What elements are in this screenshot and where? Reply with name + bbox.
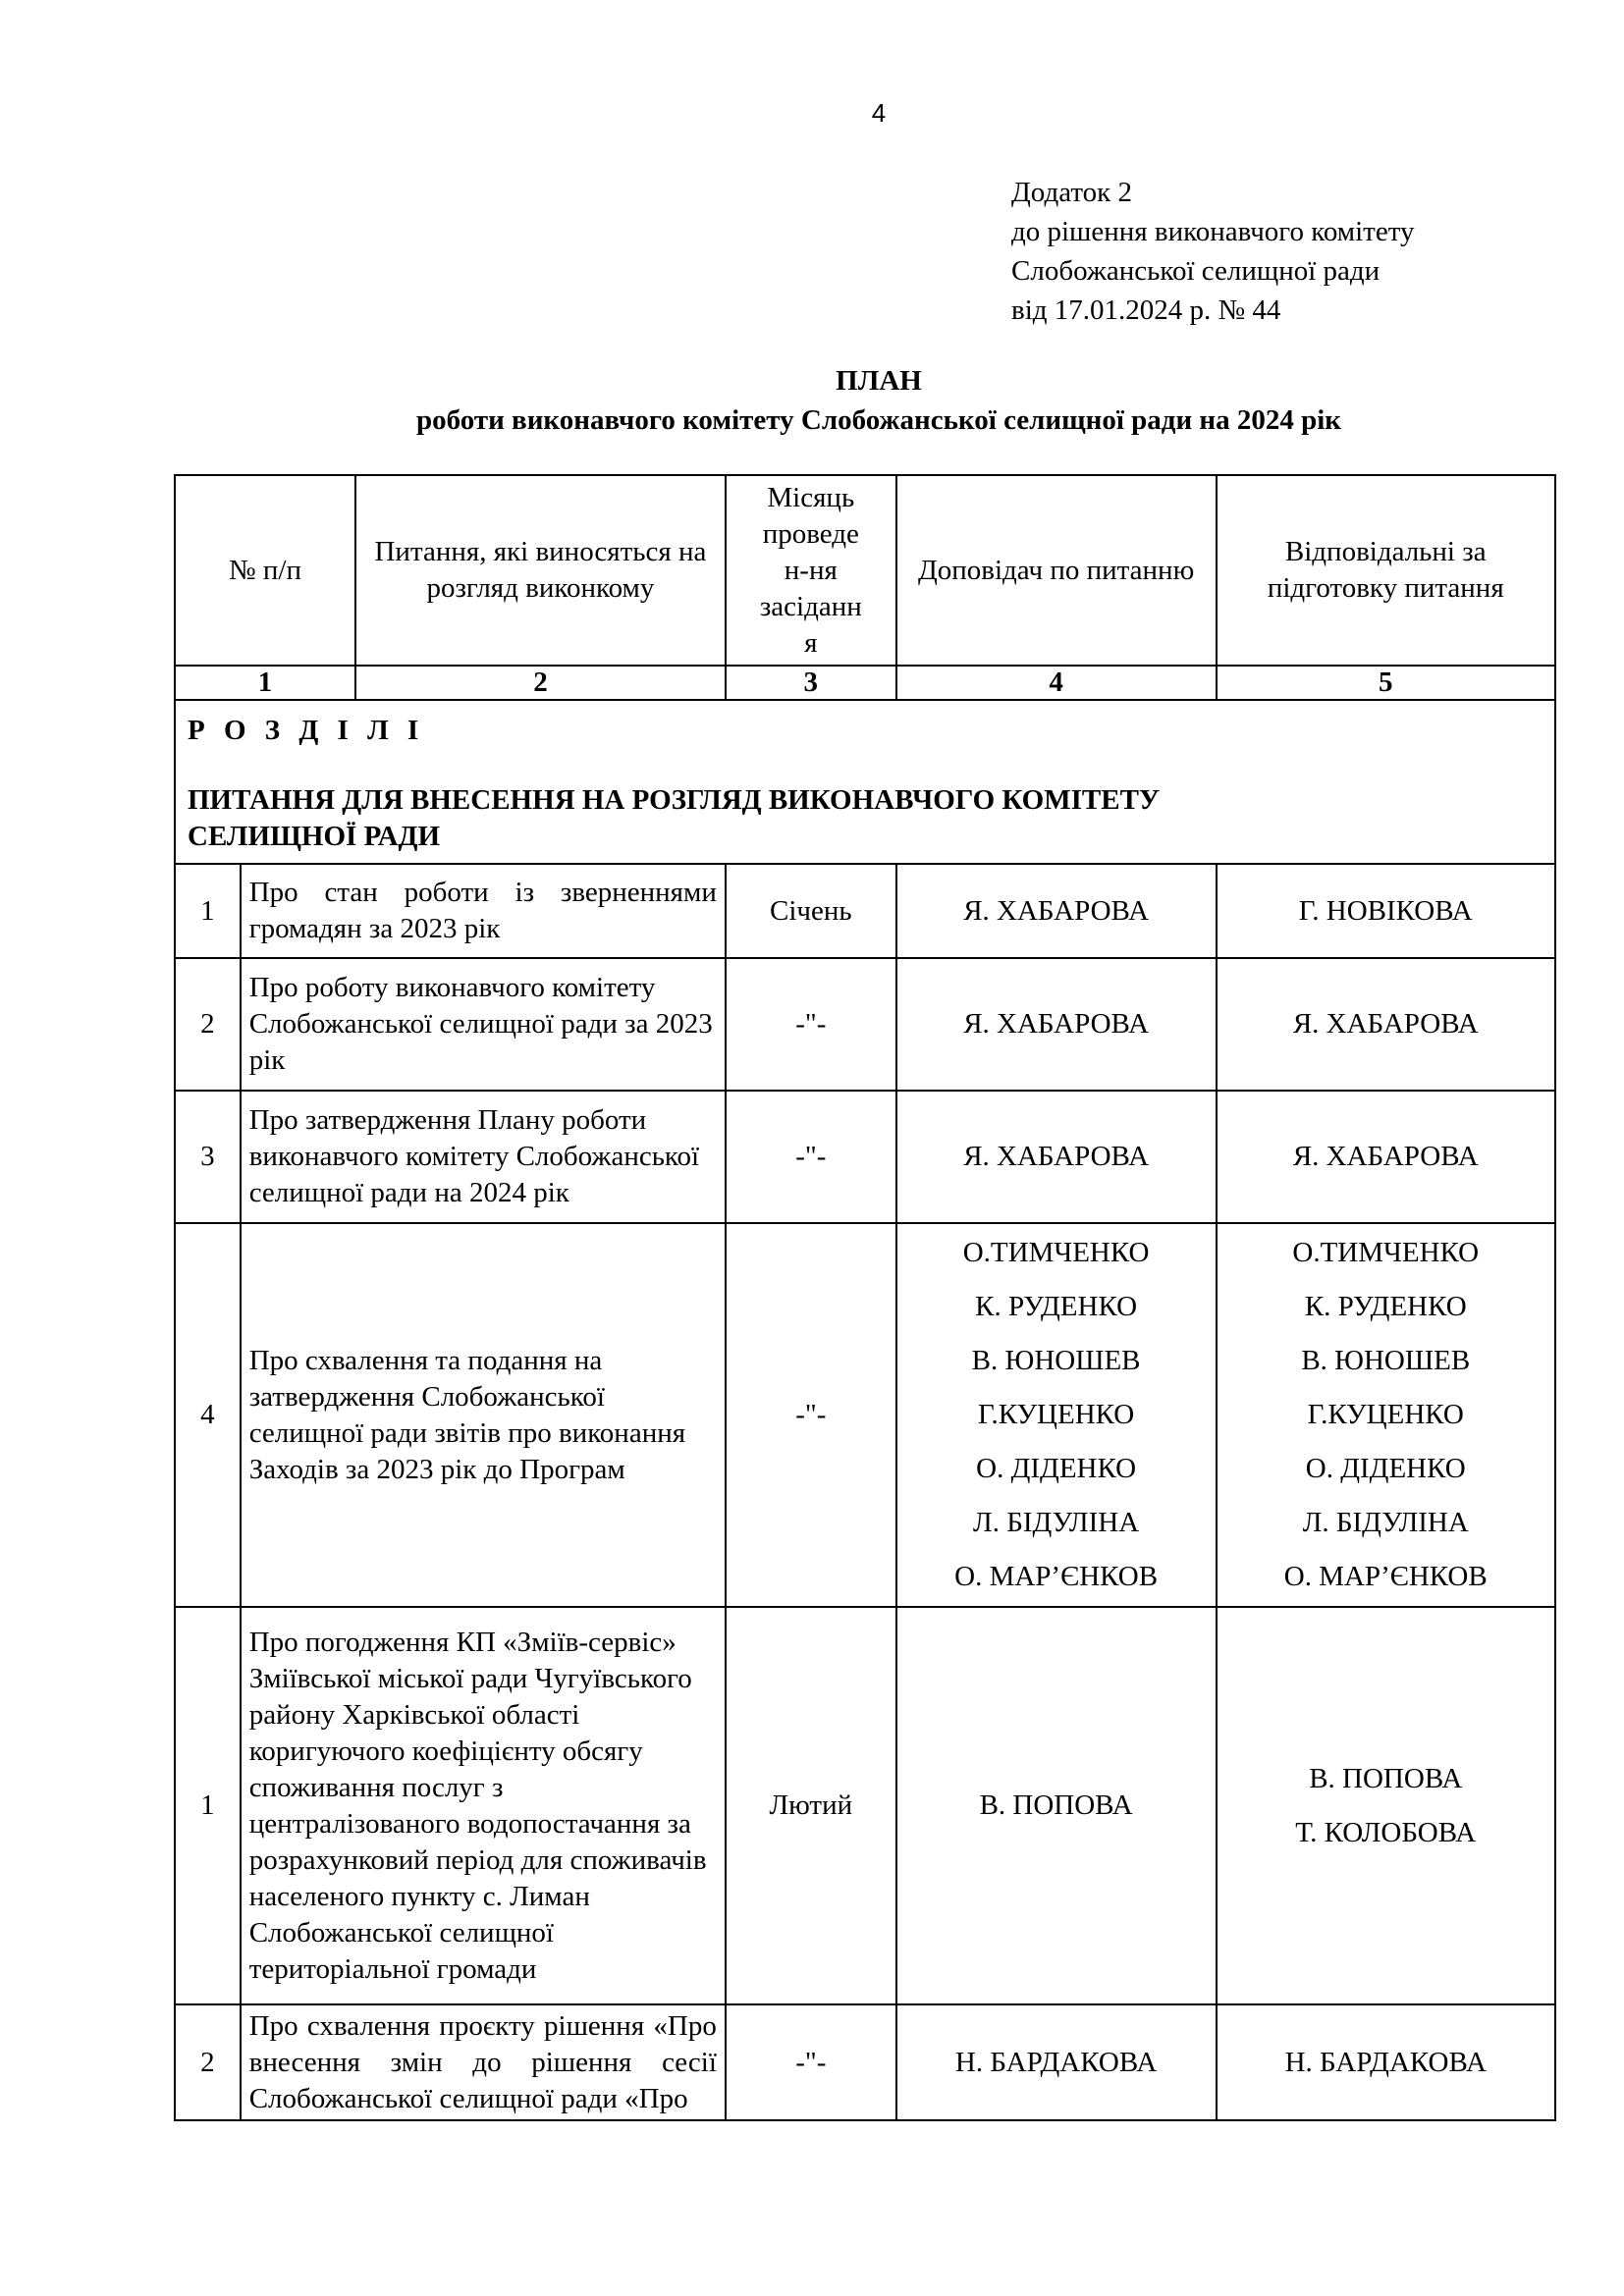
col-number-1-2: 1 2	[175, 666, 726, 700]
table-row	[175, 864, 1555, 958]
annex-line-3: Слобожанської селищної ради	[1011, 255, 1380, 287]
row-speaker: Я. ХАБАРОВА	[896, 864, 1217, 958]
row-responsible: Г. НОВІКОВА	[1217, 864, 1556, 958]
title-line-1: ПЛАН	[836, 365, 922, 397]
table-row	[175, 2004, 1555, 2120]
table-row	[175, 958, 1555, 1091]
table-row	[175, 1091, 1555, 1223]
row-number: 1	[175, 1607, 241, 2004]
row-speaker: Я. ХАБАРОВА	[896, 1091, 1217, 1223]
page-number: 4	[871, 98, 887, 128]
row-month: Лютий	[726, 1607, 896, 2004]
row-month: -"-	[726, 1091, 896, 1223]
annex-line-4: від 17.01.2024 р. № 44	[1011, 294, 1281, 326]
document-title	[0, 361, 1624, 440]
annex-line-1: Додаток 2	[1011, 177, 1132, 208]
row-question: Про стан роботи із зверненнями громадян за 2023 рік	[241, 864, 726, 958]
row-number: 2	[175, 2004, 241, 2120]
row-question: Про погодження КП «Зміїв-сервіс» Зміївської міської ради Чугуївського району Харківської області коригуючого коефіцієнту обсягу споживання послуг з централізованого водопостачання за розрахунковий період для споживачів населеного пункту с. Лиман Слобожанської селищної територіальної громади	[241, 1607, 726, 2004]
row-responsible: Я. ХАБАРОВА	[1217, 958, 1556, 1091]
row-number: 2	[175, 958, 241, 1091]
annex-block	[1011, 173, 1415, 330]
row-speaker: Я. ХАБАРОВА	[896, 958, 1217, 1091]
row-question: Про схвалення та подання на затвердження Слобожанської селищної ради звітів про виконання Заходів за 2023 рік до Програм	[241, 1223, 726, 1607]
row-responsible: В. ПОПОВА Т. КОЛОБОВА	[1217, 1607, 1556, 2004]
header-responsible: Відповідальні за підготовку питання	[1217, 475, 1556, 666]
section-title-line-2: СЕЛИЩНОЇ РАДИ	[188, 821, 441, 852]
table-row	[175, 1607, 1555, 2004]
row-month: -"-	[726, 958, 896, 1091]
row-responsible: Н. БАРДАКОВА	[1217, 2004, 1556, 2120]
row-number: 1	[175, 864, 241, 958]
annex-line-2: до рішення виконавчого комітету	[1011, 216, 1415, 247]
column-number-row: 1 2 3 4 5	[175, 666, 1555, 700]
section-row	[175, 700, 1555, 864]
section-title-line-1: ПИТАННЯ ДЛЯ ВНЕСЕННЯ НА РОЗГЛЯД ВИКОНАВЧОГО КОМІТЕТУ	[188, 784, 1161, 816]
header-speaker: Доповідач по питанню	[896, 475, 1217, 666]
row-speaker: О.ТИМЧЕНКО К. РУДЕНКО В. ЮНОШЕВ Г.КУЦЕНКО О. ДІДЕНКО Л. БІДУЛІНА О. МАР’ЄНКОВ	[896, 1223, 1217, 1607]
header-row	[175, 475, 1555, 666]
row-question: Про затвердження Плану роботи виконавчого комітету Слобожанської селищної ради на 2024 рік	[241, 1091, 726, 1223]
header-number: № п/п	[176, 476, 356, 665]
row-month: Січень	[726, 864, 896, 958]
row-number: 4	[175, 1223, 241, 1607]
plan-table	[174, 474, 1556, 2121]
table-row	[175, 1223, 1555, 1607]
row-responsible: Я. ХАБАРОВА	[1217, 1091, 1556, 1223]
row-number: 3	[175, 1091, 241, 1223]
header-cell-num-question	[175, 475, 726, 666]
row-month: -"-	[726, 1223, 896, 1607]
section-label: Р О З Д І Л І	[188, 715, 425, 746]
row-month: -"-	[726, 2004, 896, 2120]
header-month: Місяць проведе н-ня засіданн я	[726, 475, 896, 666]
row-speaker: Н. БАРДАКОВА	[896, 2004, 1217, 2120]
section-heading	[175, 700, 1555, 864]
row-question: Про схвалення проєкту рішення «Про внесення змін до рішення сесії Слобожанської селищної ради «Про	[241, 2004, 726, 2120]
header-question: Питання, які виносяться на розгляд виконкому	[374, 536, 707, 604]
row-question: Про роботу виконавчого комітету Слобожанської селищної ради за 2023 рік	[241, 958, 726, 1091]
title-line-2: роботи виконавчого комітету Слобожанської селищної ради на 2024 рік	[415, 404, 1342, 436]
row-responsible: О.ТИМЧЕНКО К. РУДЕНКО В. ЮНОШЕВ Г.КУЦЕНКО О. ДІДЕНКО Л. БІДУЛІНА О. МАР’ЄНКОВ	[1217, 1223, 1556, 1607]
row-speaker: В. ПОПОВА	[896, 1607, 1217, 2004]
